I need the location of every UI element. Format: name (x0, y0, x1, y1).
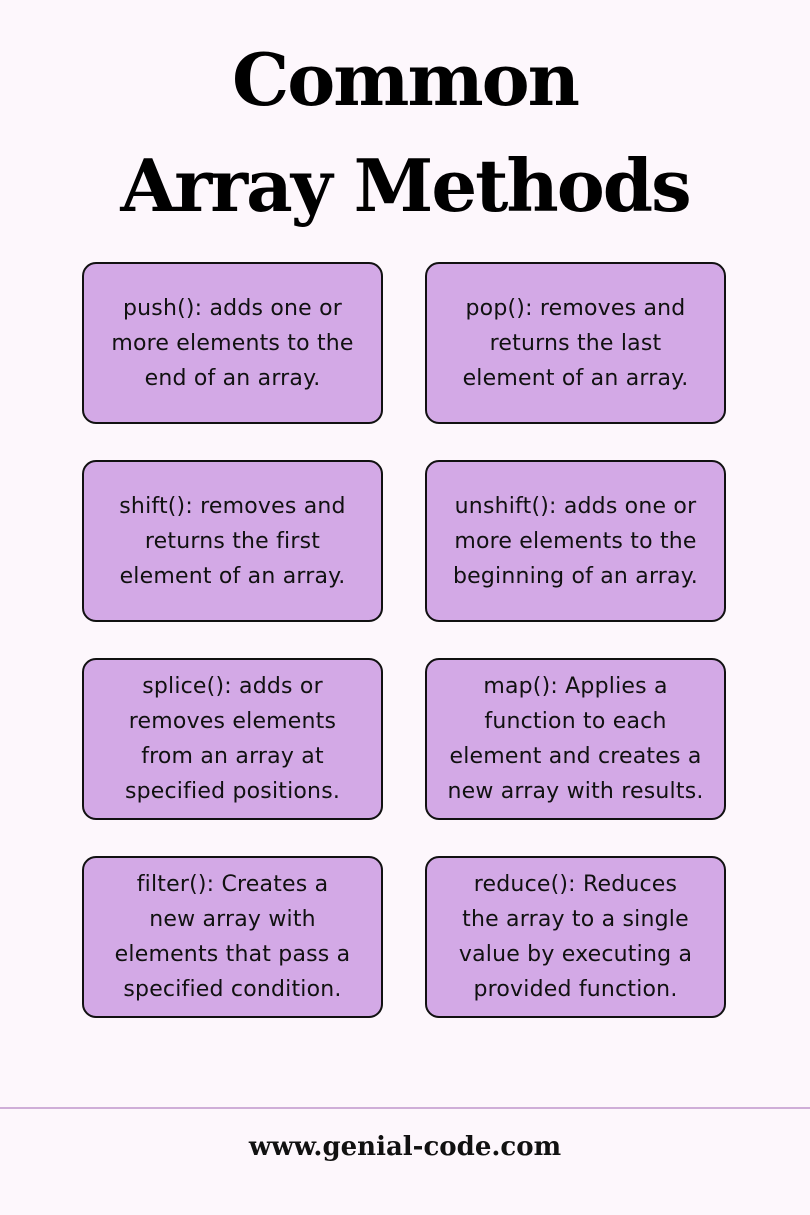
method-card-map (425, 658, 726, 820)
method-card-filter (82, 856, 383, 1018)
method-card-text: filter(): Creates a new array with elements that pass a specified condition. (114, 872, 351, 1002)
method-card-text: pop(): removes and returns the last element of an array. (462, 295, 689, 391)
footer-divider (0, 1107, 810, 1109)
title-line-common: Common (231, 37, 579, 122)
method-card-text: shift(): removes and returns the first element of an array. (119, 493, 346, 589)
title-line-array-methods: Array Methods (120, 143, 690, 228)
method-card-splice (82, 658, 383, 820)
method-card-text: map(): Applies a function to each element and creates a new array with results. (447, 674, 704, 804)
method-card-shift (82, 460, 383, 622)
method-card-unshift (425, 460, 726, 622)
method-card-push (82, 262, 383, 424)
method-card-reduce (425, 856, 726, 1018)
method-card-text: unshift(): adds one or more elements to the beginning of an array. (452, 493, 699, 589)
method-card-pop (425, 262, 726, 424)
method-card-text: reduce(): Reduces the array to a single value by executing a provided function. (458, 872, 693, 1002)
method-card-text: push(): adds one or more elements to the end of an array. (111, 295, 354, 391)
method-card-text: splice(): adds or removes elements from an array at specified positions. (124, 674, 341, 804)
footer-url[interactable]: www.genial-code.com (248, 1132, 562, 1162)
